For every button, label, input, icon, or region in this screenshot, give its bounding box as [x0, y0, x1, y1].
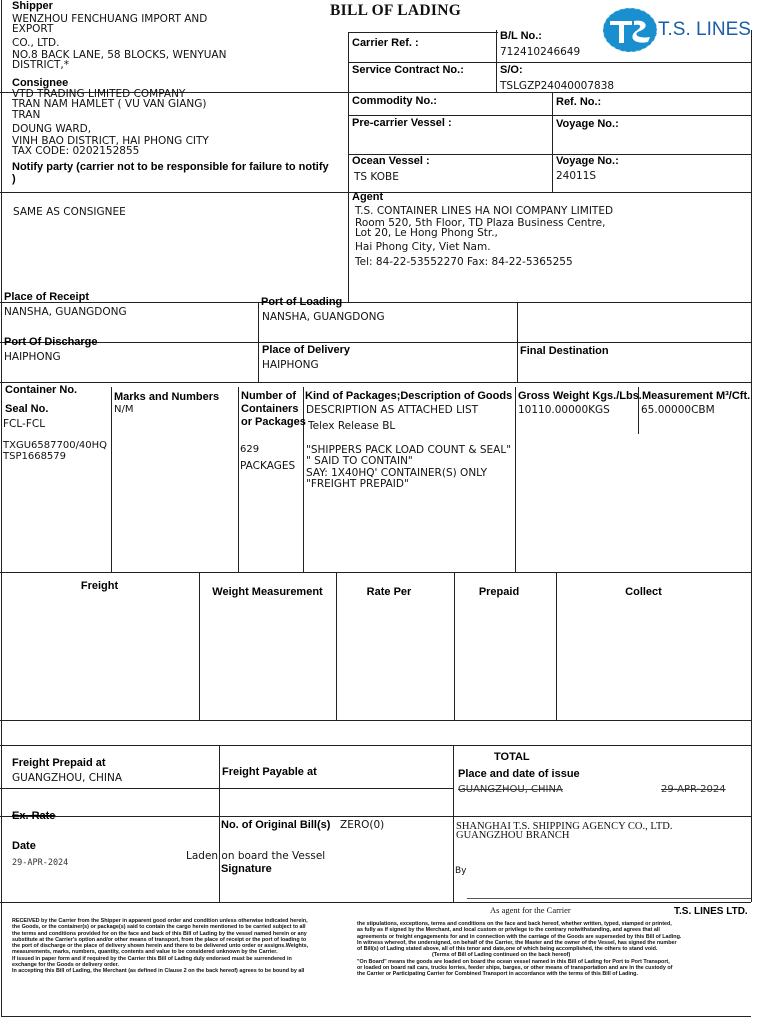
date-value: 29-APR-2024	[12, 858, 69, 868]
description-line: " SAID TO CONTAIN"	[306, 455, 413, 467]
terms-line: RECEIVED by the Carrier from the Shipper in apparent good order and condition unless otherwise indicated herein,	[12, 918, 308, 924]
num-packages-value: 629	[240, 444, 260, 455]
port-of-discharge-label: Port Of Discharge	[4, 336, 98, 348]
port-of-discharge-value: HAIPHONG	[4, 351, 61, 363]
issuing-agency-branch: GUANGZHOU BRANCH	[456, 830, 570, 841]
brand-name: T.S. LINES	[658, 19, 751, 40]
terms-line: In witness whereof, the undersigned, on behalf of the Carrier, the Master and the owner of the Vessel, has signed the number	[357, 939, 677, 946]
consignee-line: TRAN	[12, 109, 41, 121]
port-of-loading-label: Port of Loading	[261, 296, 343, 308]
original-bills-label: No. of Original Bill(s)	[221, 819, 331, 831]
gross-weight-label: Gross Weight Kgs./Lbs.	[518, 390, 642, 402]
agent-line: Room 520, 5th Floor, TD Plaza Business Centre,	[355, 217, 606, 229]
ts-globe-icon	[602, 7, 662, 53]
freight-payable-at-label: Freight Payable at	[222, 766, 317, 778]
terms-line: the stipulations, exceptions, terms and conditions on the face and back hereof, whether written, typed, stamped or printed,	[357, 921, 672, 927]
bl-no-value: 712410246649	[500, 46, 581, 58]
num-packages-value: PACKAGES	[240, 460, 296, 472]
terms-line: substitute at the Carrier's option and/or other means of transport, from the place of receipt or the port of loading to	[12, 936, 307, 943]
ex-rate-label: Ex. Rate	[12, 810, 56, 822]
ocean-vessel-value: TS KOBE	[354, 171, 399, 183]
notify-value: SAME AS CONSIGNEE	[13, 206, 126, 218]
notify-label-end: )	[12, 173, 16, 185]
date-of-issue-value: 29-APR-2024	[661, 784, 726, 795]
container-no-label: Container No.	[5, 384, 78, 396]
terms-line: the Goods, or the container(s) or package(s) said to contain the cargo herein mentioned to be carried subject to all	[12, 924, 306, 931]
num-containers-label: or Packages	[241, 416, 306, 428]
description-line: "FREIGHT PREPAID"	[306, 478, 409, 490]
terms-line: (Terms of Bill of Lading continued on the back hereof)	[432, 952, 571, 959]
collect-header: Collect	[625, 586, 662, 598]
shipper-line: WENZHOU FENCHUANG IMPORT AND	[12, 13, 208, 25]
fcl-value: FCL-FCL	[3, 418, 46, 430]
terms-right	[357, 921, 749, 978]
precarrier-label: Pre-carrier Vessel :	[352, 117, 452, 129]
shipper-line: NO.8 BACK LANE, 58 BLOCKS, WENYUAN	[12, 49, 227, 61]
laden-on-board-label: Laden on board the Vessel	[186, 850, 326, 862]
terms-line: the terms and conditions provided for on the face and back of this Bill of Lading by the vessel named herein or any	[12, 930, 307, 937]
as-agent-label: As agent for the Carrier	[490, 905, 571, 915]
by-label: By	[455, 866, 467, 876]
seal-no-value: TSP1668579	[3, 451, 67, 462]
consignee-line: TRAN NAM HAMLET ( VU VAN GIANG)	[12, 98, 207, 110]
weight-measurement-header: Weight Measurement	[212, 586, 323, 598]
final-destination-label: Final Destination	[520, 345, 609, 357]
terms-left	[12, 918, 342, 975]
consignee-line: TAX CODE: 0202152855	[12, 145, 140, 157]
measurement-label: Measurement M³/Cft.	[642, 390, 751, 402]
terms-line: as fully as if signed by the Merchant, and local custom or privilege to the contrary notwithstanding, and agrees that all	[357, 927, 660, 934]
terms-line: or loaded on board rail cars, trucks lorries, feeder ships, barges, or other means of transportation and are in the custody of	[357, 965, 673, 972]
voyage-value: 24011S	[556, 170, 597, 182]
terms-line: If issued in paper form and if required by the Carrier this Bill of Lading duly endorsed must be surrendered in	[12, 955, 292, 962]
service-contract-label: Service Contract No.:	[352, 64, 464, 76]
voyage-label: Voyage No.:	[556, 155, 619, 167]
num-containers-label: Number of	[241, 390, 296, 402]
company-logo	[602, 7, 752, 53]
terms-line: agreements or freight engagements for and in connection with the carriage of the Goods are superseded by this Bill of Lading.	[357, 933, 682, 940]
ref-no-label: Ref. No.:	[556, 96, 602, 108]
shipper-line: CO., LTD.	[12, 37, 60, 49]
ts-lines-ltd-label: T.S. LINES LTD.	[674, 906, 748, 917]
date-label: Date	[12, 840, 36, 852]
freight-prepaid-at-value: GUANGZHOU, CHINA	[12, 772, 123, 784]
marks-value: N/M	[114, 404, 134, 415]
description-line: Telex Release BL	[308, 420, 396, 432]
prepaid-header: Prepaid	[478, 586, 520, 598]
freight-header: Freight	[80, 580, 119, 592]
container-no-value: TXGU6587700/40HQ	[3, 440, 108, 451]
place-of-delivery-value: HAIPHONG	[262, 359, 319, 371]
original-bills-value: ZERO(0)	[340, 819, 385, 831]
issuing-agency-name: SHANGHAI T.S. SHIPPING AGENCY CO., LTD.	[456, 821, 673, 832]
consignee-label: Consignee	[12, 77, 69, 89]
terms-line: measurements, marks, numbers, quantity, contents and value to be considered unknown by the Carrier.	[12, 949, 278, 956]
place-date-issue-label: Place and date of issue	[458, 768, 580, 780]
agent-line: Hai Phong City, Viet Nam.	[355, 241, 491, 253]
description-line: "SHIPPERS PACK LOAD COUNT & SEAL"	[306, 444, 512, 456]
marks-label: Marks and Numbers	[114, 391, 220, 403]
port-of-loading-value: NANSHA, GUANGDONG	[262, 311, 385, 323]
commodity-label: Commodity No.:	[352, 95, 437, 107]
num-containers-label: Containers	[241, 403, 299, 415]
shipper-label: Shipper	[12, 0, 53, 12]
terms-line: exchange for the Goods or delivery order.	[12, 962, 119, 969]
place-of-delivery-label: Place of Delivery	[262, 344, 351, 356]
freight-prepaid-at-label: Freight Prepaid at	[12, 757, 106, 769]
description-line: SAY: 1X40HQ' CONTAINER(S) ONLY	[306, 467, 488, 479]
voyage-label: Voyage No.:	[556, 118, 619, 130]
document-title: BILL OF LADING	[330, 2, 462, 19]
rate-per-header: Rate Per	[366, 586, 412, 598]
terms-line: "On Board" means the goods are loaded on board the ocean vessel named in this Bill of Lading for Port to Port Transport,	[357, 958, 670, 965]
place-of-receipt-value: NANSHA, GUANGDONG	[4, 306, 127, 318]
description-line: DESCRIPTION AS ATTACHED LIST	[306, 404, 479, 416]
kind-of-packages-label: Kind of Packages;Description of Goods	[305, 390, 513, 402]
agent-line: Lot 20, Le Hong Phong Str.,	[355, 227, 498, 239]
consignee-line: VTD TRADING LIMITED COMPANY	[12, 88, 186, 100]
bl-no-label: B/L No.:	[500, 30, 542, 42]
consignee-line: DOUNG WARD,	[12, 123, 92, 135]
terms-line: the Carrier or Participating Carrier for Combined Transport in accordance with the terms of this Bill of Lading.	[357, 971, 638, 978]
agent-line: T.S. CONTAINER LINES HA NOI COMPANY LIMITED	[355, 205, 614, 217]
carrier-ref-label: Carrier Ref. :	[352, 37, 419, 49]
place-of-issue-value: GUANGZHOU, CHINA	[458, 784, 563, 795]
so-label: S/O:	[500, 64, 523, 76]
terms-line: of Bill(s) of Lading stated above, all of this tenor and date,one of which being accomplished, the others to stand void.	[357, 946, 658, 953]
notify-label: Notify party (carrier not to be responsible for failure to notify	[12, 161, 329, 173]
so-value: TSLGZP24040007838	[500, 80, 615, 92]
shipper-line: EXPORT	[12, 23, 54, 35]
place-of-receipt-label: Place of Receipt	[4, 291, 89, 303]
measurement-value: 65.00000CBM	[641, 404, 715, 416]
signature-line	[467, 898, 751, 899]
consignee-line: VINH BAO DISTRICT, HAI PHONG CITY	[12, 135, 209, 147]
agent-label: Agent	[352, 191, 384, 203]
seal-no-label: Seal No.	[5, 403, 49, 415]
gross-weight-value: 10110.00000KGS	[518, 404, 610, 416]
shipper-line: DISTRICT,*	[12, 59, 69, 71]
total-label: TOTAL	[494, 751, 530, 763]
terms-line: the port of discharge or the place of delivery shown herein and there to be delivered unto order or assigns.Weights,	[12, 943, 309, 950]
ocean-vessel-label: Ocean Vessel :	[352, 155, 430, 167]
signature-label: Signature	[221, 863, 272, 875]
terms-line: In accepting this Bill of Lading, the Merchant (as defined in Clause 2 on the back hereof) agrees to be bound by all	[12, 968, 305, 975]
agent-line: Tel: 84-22-53552270 Fax: 84-22-5365255	[355, 256, 573, 268]
